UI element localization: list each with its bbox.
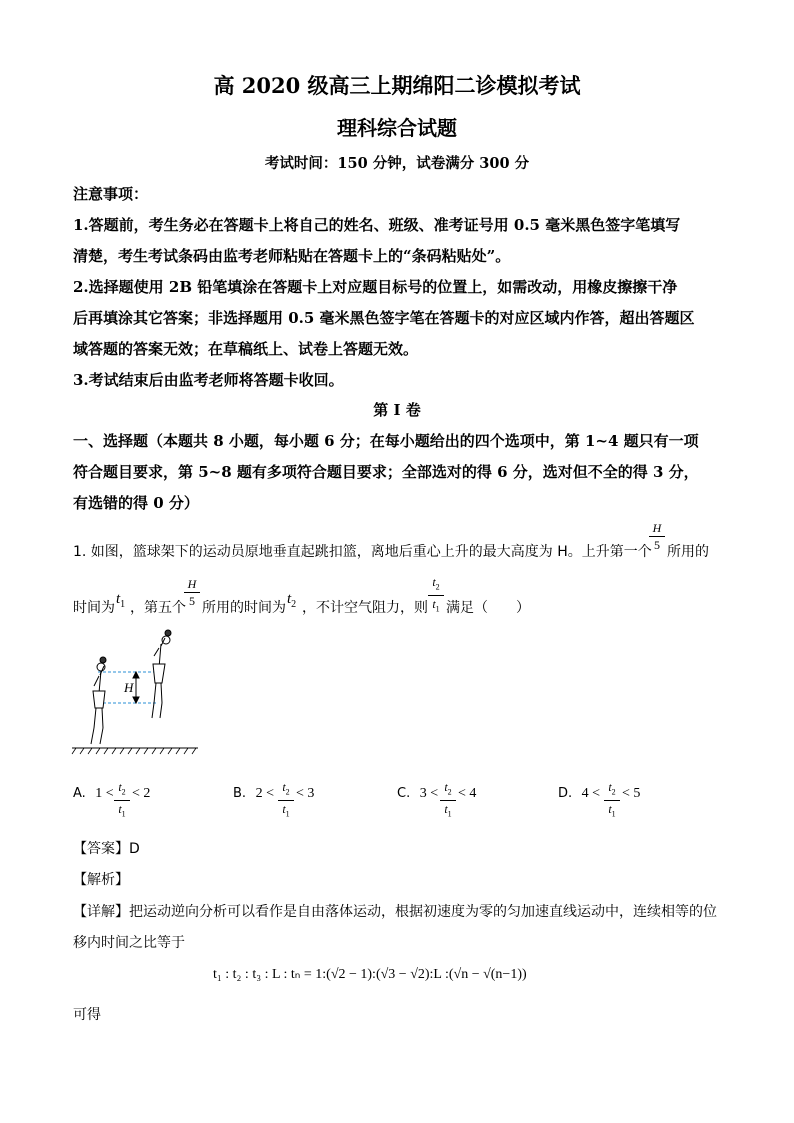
detail-line: 移内时间之比等于 (73, 935, 185, 951)
notice-line: 1.答题前，考生务必在答题卡上将自己的姓名、班级、准考证号用 0.5 毫米黑色签字笔填写 (73, 216, 681, 234)
fraction-h-over-5: H 5 (184, 577, 200, 608)
arrow-down (133, 697, 139, 703)
answer-line: 【答案】D (73, 841, 140, 857)
notice-line: 2.选择题使用 2B 铅笔填涂在答题卡上对应题目标号的位置上，如需改动，用橡皮擦擦干净 (73, 278, 678, 296)
ratio-formula: t₁ : t₂ : t₃ : L : tₙ = 1:(√2 − 1):(√3 − √2):L :(√n − √(n−1)) (213, 967, 527, 982)
ground-hatching (72, 748, 196, 754)
notice-line: 清楚，考生考试条码由监考老师粘贴在答题卡上的“条码粘贴处”。 (73, 247, 511, 265)
exam-info: 考试时间：150 分钟，试卷满分 300 分 (264, 155, 530, 172)
section-instructions-line: 一、选择题（本题共 8 小题，每小题 6 分；在每小题给出的四个选项中，第 1~4 题只有一项 (73, 432, 699, 450)
question-1-stem-tail: 所用的 (667, 544, 709, 560)
option-a-fraction: $t_2$ $t_1$ (114, 780, 130, 822)
question-1-text: ，第五个 (130, 600, 186, 616)
basketball-jump-figure (70, 628, 200, 756)
question-1-text: 满足（ ） (446, 600, 530, 616)
section-instructions-line: 符合题目要求，第 5~8 题有多项符合题目要求；全部选对的得 6 分，选对但不全的得 3 分， (73, 463, 699, 481)
notice-line: 3.考试结束后由监考老师将答题卡收回。 (73, 371, 344, 389)
fraction-h-over-5: H 5 (649, 521, 665, 552)
arrow-up (133, 672, 139, 678)
option-a-right: < 2 (132, 786, 151, 801)
analysis-heading: 【解析】 (73, 872, 129, 888)
option-d-right: < 5 (622, 786, 641, 801)
player-jumping (152, 630, 171, 718)
section-instructions-line: 有选错的得 0 分） (73, 494, 199, 512)
conclusion-line: 可得 (73, 1007, 101, 1023)
detail-line: 【详解】把运动逆向分析可以看作是自由落体运动，根据初速度为零的匀加速直线运动中，连续相等的位 (73, 904, 717, 920)
option-b-right: < 3 (296, 786, 315, 801)
question-1-text: 时间为 (73, 600, 115, 616)
var-t1: $t_1$ (116, 591, 126, 610)
option-b[interactable]: B. 2 < (233, 786, 274, 801)
notice-line: 域答题的答案无效；在草稿纸上、试卷上答题无效。 (73, 340, 419, 358)
notice-heading: 注意事项： (73, 185, 149, 203)
exam-subtitle: 理科综合试题 (337, 116, 457, 140)
height-label: H (124, 680, 134, 695)
var-t2: $t_2$ (287, 591, 297, 610)
exam-title: 高 2020 级高三上期绵阳二诊模拟考试 (213, 73, 581, 98)
question-1-text: 所用的时间为 (202, 600, 286, 616)
question-1-stem: 1. 如图，篮球架下的运动员原地垂直起跳扣篮，离地后重心上升的最大高度为 H。上升第一个 (73, 544, 652, 560)
fraction-t2-over-t1: $t_2$ $t_1$ (428, 575, 444, 617)
option-c-fraction: $t_2$ $t_1$ (440, 780, 456, 822)
notice-line: 后再填涂其它答案；非选择题用 0.5 毫米黑色签字笔在答题卡的对应区域内作答，超出答题区 (73, 309, 695, 327)
volume-title: 第 I 卷 (373, 401, 421, 419)
option-a[interactable]: A. 1 < (73, 786, 114, 801)
option-c[interactable]: C. 3 < (397, 786, 439, 801)
option-b-fraction: $t_2$ $t_1$ (278, 780, 294, 822)
question-1-text: ，不计空气阻力，则 (302, 600, 428, 616)
option-c-right: < 4 (458, 786, 477, 801)
option-d-fraction: $t_2$ $t_1$ (604, 780, 620, 822)
player-standing (91, 657, 106, 744)
option-d[interactable]: D. 4 < (558, 786, 601, 801)
